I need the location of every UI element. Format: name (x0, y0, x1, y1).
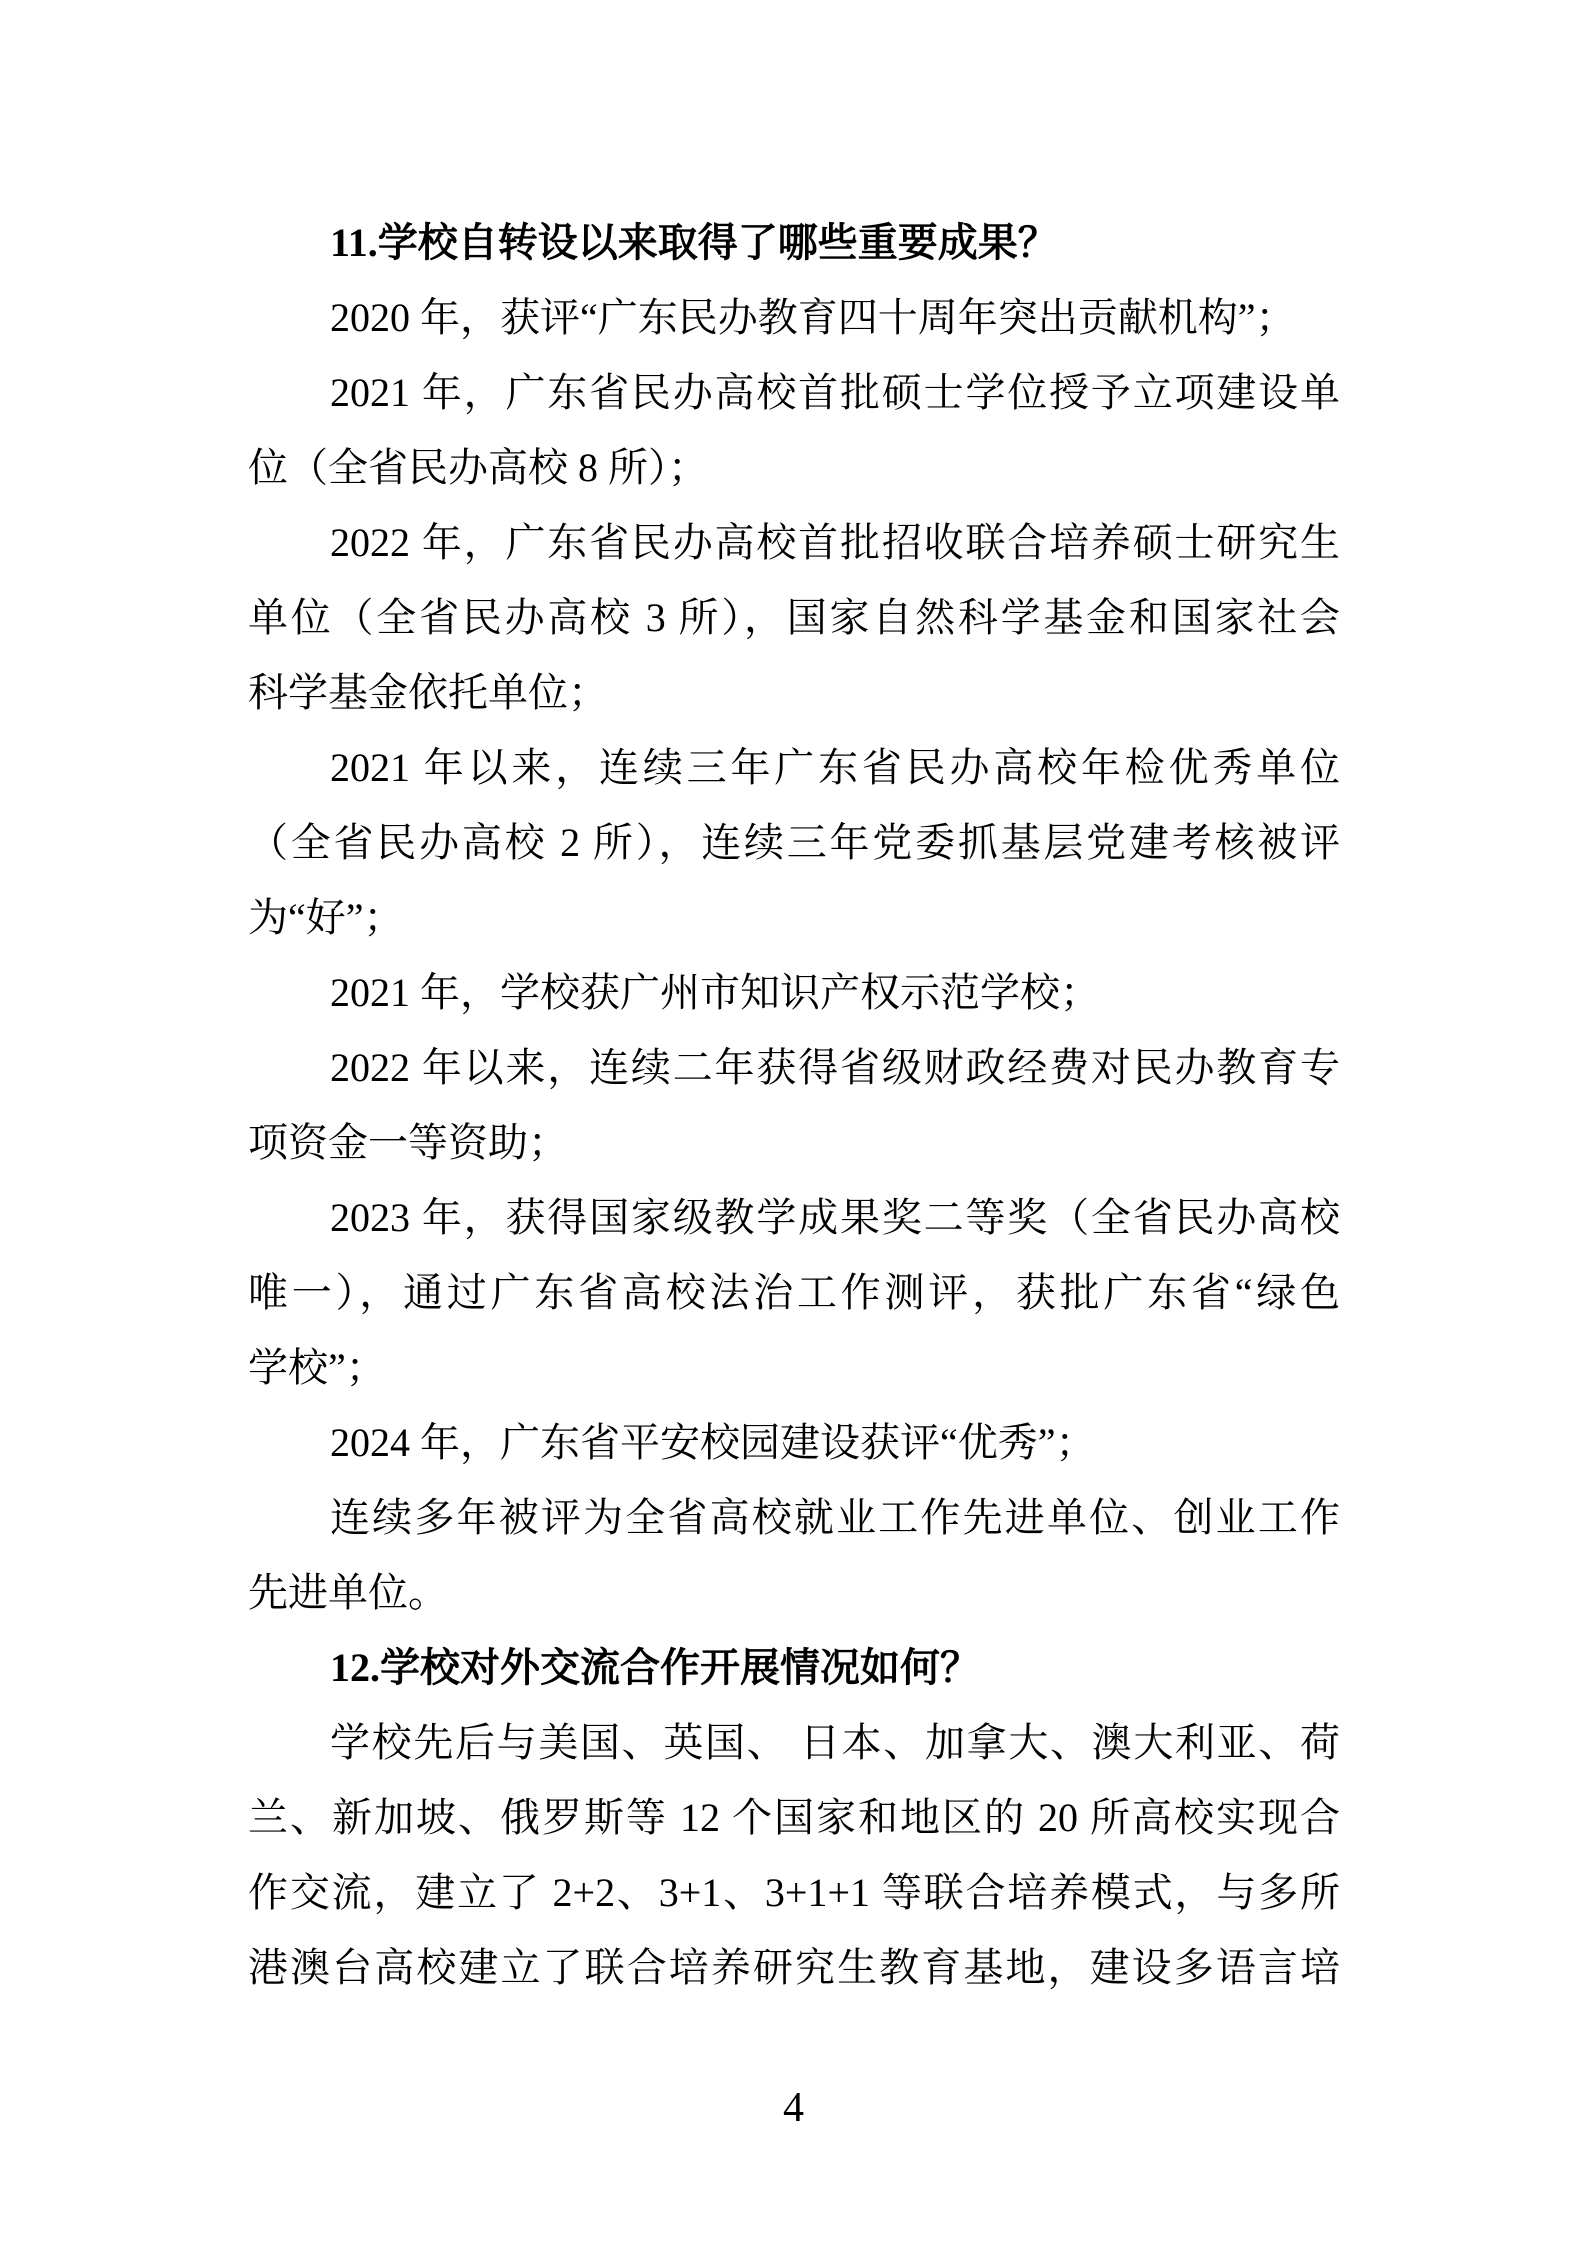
body-line: 科学基金依托单位； (248, 670, 608, 715)
body-line: 作交流，建立了 2+2、3+1、3+1+1 等联合培养模式，与多所 (248, 1870, 1340, 1915)
body-line: 2021 年，广东省民办高校首批硕士学位授予立项建设单 (330, 370, 1340, 415)
page-number: 4 (783, 2085, 804, 2131)
body-line: 2021 年以来，连续三年广东省民办高校年检优秀单位 (330, 745, 1340, 790)
body-line: （全省民办高校 2 所），连续三年党委抓基层党建考核被评 (248, 820, 1340, 865)
question-11-heading: 11.学校自转设以来取得了哪些重要成果？ (330, 220, 1058, 265)
body-line: 兰、新加坡、俄罗斯等 12 个国家和地区的 20 所高校实现合 (248, 1795, 1340, 1840)
question-12-heading: 12.学校对外交流合作开展情况如何？ (330, 1645, 980, 1690)
body-line: 唯一），通过广东省高校法治工作测评，获批广东省“绿色 (248, 1270, 1340, 1315)
body-line: 学校”； (248, 1345, 386, 1390)
body-line: 2024 年，广东省平安校园建设获评“优秀”； (330, 1420, 1096, 1465)
body-line: 位（全省民办高校 8 所）； (248, 445, 708, 490)
body-line: 单位（全省民办高校 3 所），国家自然科学基金和国家社会 (248, 595, 1340, 640)
body-line: 2020 年，获评“广东民办教育四十周年突出贡献机构”； (330, 295, 1296, 340)
body-line: 先进单位。 (248, 1570, 448, 1615)
body-line: 港澳台高校建立了联合培养研究生教育基地，建设多语言培 (248, 1945, 1340, 1990)
body-line: 2023 年，获得国家级教学成果奖二等奖（全省民办高校 (330, 1195, 1340, 1240)
page-body-text (248, 205, 1340, 2005)
body-line: 连续多年被评为全省高校就业工作先进单位、创业工作 (330, 1495, 1340, 1540)
body-line: 2022 年以来，连续二年获得省级财政经费对民办教育专 (330, 1045, 1340, 1090)
body-line: 为“好”； (248, 895, 404, 940)
body-line: 项资金一等资助； (248, 1120, 568, 1165)
body-line: 2022 年，广东省民办高校首批招收联合培养硕士研究生 (330, 520, 1340, 565)
body-line: 2021 年，学校获广州市知识产权示范学校； (330, 970, 1100, 1015)
body-line: 学校先后与美国、英国、 日本、加拿大、澳大利亚、荷 (330, 1720, 1340, 1765)
